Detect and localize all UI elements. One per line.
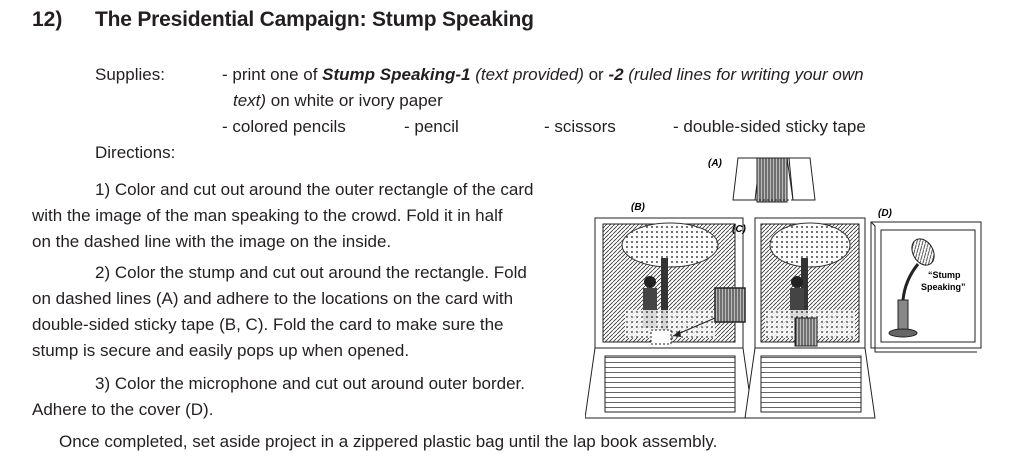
step-line: 3) Color the microphone and cut out around outer border. bbox=[95, 374, 525, 393]
supplies-line-2 bbox=[233, 88, 443, 114]
closing-note: Once completed, set aside project in a zippered plastic bag until the lap book assembly. bbox=[59, 432, 718, 451]
supply-item: - colored pencils bbox=[222, 117, 346, 136]
supplies-paren-cont: text) bbox=[233, 91, 267, 110]
figure-label-a: (A) bbox=[708, 158, 722, 169]
figure-label-b: (B) bbox=[631, 202, 645, 213]
step-line: stump is secure and easily pops up when opened. bbox=[32, 341, 410, 360]
supplies-label: Supplies: bbox=[95, 65, 165, 84]
step-line: on the dashed line with the image on the inside. bbox=[32, 232, 392, 251]
supply-item: - double-sided sticky tape bbox=[673, 117, 866, 136]
figure-label-d: (D) bbox=[878, 208, 892, 219]
supplies-prefix: - print one of bbox=[222, 65, 323, 84]
step-line: on dashed lines (A) and adhere to the locations on the card with bbox=[32, 289, 514, 308]
supply-item: - pencil bbox=[404, 117, 459, 136]
step-line: 2) Color the stump and cut out around the rectangle. Fold bbox=[95, 263, 527, 282]
step-line: Adhere to the cover (D). bbox=[32, 400, 214, 419]
card-cover-d bbox=[871, 222, 981, 352]
project-illustration bbox=[585, 150, 1015, 420]
stump-piece-folded bbox=[733, 158, 815, 202]
supplies-or: or bbox=[583, 65, 609, 84]
supplies-paper: on white or ivory paper bbox=[266, 91, 443, 110]
cover-text-line-1: “Stump bbox=[928, 270, 961, 280]
page-title: The Presidential Campaign: Stump Speaking bbox=[95, 8, 534, 31]
cover-text-line-2: Speaking” bbox=[921, 282, 966, 292]
supplies-paren-1: (text provided) bbox=[470, 65, 584, 84]
open-card-c bbox=[745, 218, 875, 418]
figure-label-c: (C) bbox=[732, 224, 746, 235]
supplies-item-1: Stump Speaking-1 bbox=[322, 65, 471, 84]
supplies-line-1 bbox=[222, 62, 864, 88]
directions-label: Directions: bbox=[95, 143, 176, 162]
step-line: 1) Color and cut out around the outer rectangle of the card bbox=[95, 180, 534, 199]
supply-item: - scissors bbox=[544, 117, 616, 136]
step-line: double-sided sticky tape (B, C). Fold the card to make sure the bbox=[32, 315, 504, 334]
supplies-item-2: -2 bbox=[608, 65, 624, 84]
step-line: with the image of the man speaking to the crowd. Fold it in half bbox=[32, 206, 503, 225]
section-number: 12) bbox=[32, 8, 63, 31]
supplies-paren-2: (ruled lines for writing your own bbox=[623, 65, 864, 84]
